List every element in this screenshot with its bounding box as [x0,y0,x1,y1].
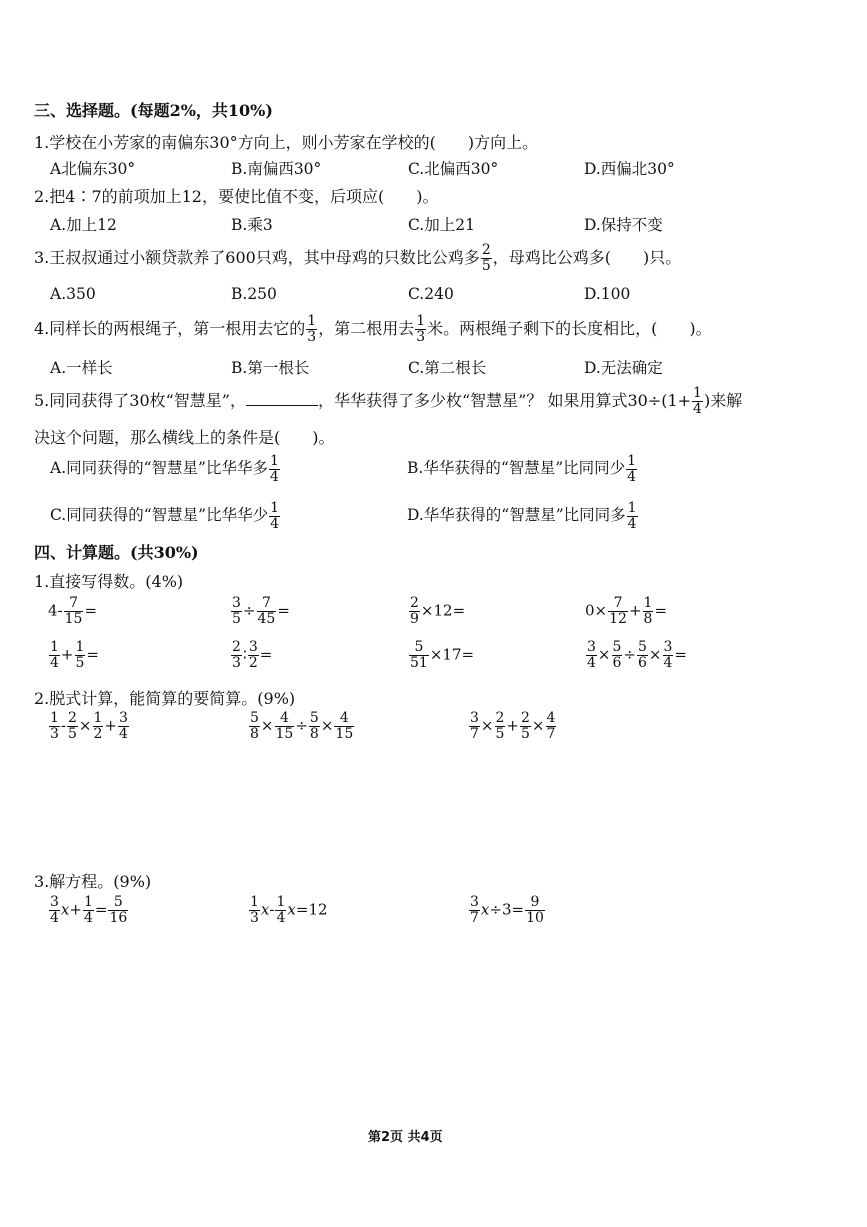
q3-text-a: 3.王叔叔通过小额贷款养了600只鸡，其中母鸡的只数比公鸡多 [34,248,480,267]
q2-option-b: B.乘3 [231,216,273,234]
q5-option-b: B.华华获得的“智慧星”比同同少 $\frac{1}{4}$ [407,452,637,485]
q5-option-c: C.同同获得的“智慧星”比华华少 $\frac{1}{4}$ [50,499,280,532]
equation-1: $\frac{3}{4}$ x+ $\frac{1}{4}$ = $\frac{5}{16}$ [50,894,128,926]
fraction: $\frac{1}{3}$ [416,313,426,345]
calc-2: $\frac{3}{5}$ ÷ $\frac{7}{45}$ = [232,595,290,627]
question-1: 1.学校在小芳家的南偏东30°方向上，则小芳家在学校的( )方向上。 [34,133,539,152]
q5-option-a: A.同同获得的“智慧星”比华华多 $\frac{1}{4}$ [50,452,279,485]
question-5 [34,383,742,419]
question-4 [34,311,712,347]
q3-option-d: D.100 [584,285,631,303]
q5-option-d: D.华华获得的“智慧星”比同同多 $\frac{1}{4}$ [407,499,637,532]
fraction: $\frac{1}{4}$ [627,499,637,532]
q2-option-d: D.保持不变 [584,216,663,234]
q5-text-b: ，华华获得了多少枚“智慧星”？ 如果用算式30÷(1+ [318,391,692,410]
calc-5: $\frac{1}{4}$ + $\frac{1}{5}$ = [50,639,99,671]
q3-option-a: A.350 [50,285,96,303]
fraction: $\frac{1}{4}$ [269,452,279,485]
calc-4: 0× $\frac{7}{12}$ + $\frac{1}{8}$ = [585,595,668,627]
step-calc-2: $\frac{5}{8}$ × $\frac{4}{15}$ ÷ $\frac{5}{8}$ × $\frac{4}{15}$ [250,710,354,742]
q2-option-c: C.加上21 [408,216,475,234]
q1-option-c: C.北偏西30° [408,160,499,178]
calc-8: $\frac{3}{4}$ × $\frac{5}{6}$ ÷ $\frac{5}{6}$ × $\frac{3}{4}$ = [587,639,687,671]
fraction: $\frac{2}{5}$ [481,242,491,274]
step-calc-3: $\frac{3}{7}$ × $\frac{2}{5}$ + $\frac{2}{5}$ × $\frac{4}{7}$ [470,710,556,742]
section-4-title: 四、计算题。(共30%) [34,543,199,562]
step-calc-1: $\frac{1}{3}$ - $\frac{2}{5}$ × $\frac{1}{2}$ + $\frac{3}{4}$ [50,710,128,742]
q4-text-a: 4.同样长的两根绳子，第一根用去它的 [34,319,306,338]
question-5-line-2: 决这个问题，那么横线上的条件是( )。 [34,428,335,447]
fraction: $\frac{1}{4}$ [270,499,280,532]
part-2-title: 2.脱式计算，能简算的要简算。(9%) [34,689,296,708]
fraction: $\frac{1}{3}$ [307,313,317,345]
q4-option-d: D.无法确定 [584,359,663,377]
fraction: $\frac{1}{4}$ [627,452,637,485]
equation-3: $\frac{3}{7}$ x÷3= $\frac{9}{10}$ [470,894,544,926]
page-footer: 第2页 共4页 [368,1130,443,1145]
q3-text-b: ，母鸡比公鸡多( )只。 [492,248,682,267]
q4-option-a: A.一样长 [50,359,113,377]
q1-option-a: A北偏东30° [50,160,136,178]
q5-text-c: )来解 [703,391,743,410]
part-3-title: 3.解方程。(9%) [34,872,152,891]
section-3-title: 三、选择题。(每题2%，共10%) [34,101,273,120]
question-2: 2.把4∶7的前项加上12，要使比值不变，后项应( )。 [34,187,439,206]
question-3 [34,240,681,276]
q1-option-b: B.南偏西30° [231,160,322,178]
equation-2: $\frac{1}{3}$ x- $\frac{1}{4}$ x=12 [250,894,328,926]
calc-7: $\frac{5}{51}$ ×17= [410,639,475,671]
fraction: $\frac{1}{4}$ [693,385,702,417]
q5-text-a: 5.同同获得了30枚“智慧星”， [34,391,246,410]
q4-text-b: ，第二根用去 [318,319,415,338]
calc-1: 4- $\frac{7}{15}$ = [48,595,98,627]
q4-option-b: B.第一根长 [231,359,310,377]
q4-option-c: C.第二根长 [408,359,487,377]
q3-option-b: B.250 [231,285,277,303]
calc-6: $\frac{2}{3}$ ∶ $\frac{3}{2}$ = [232,639,273,671]
q4-text-c: 米。两根绳子剩下的长度相比，( )。 [427,319,712,338]
q3-option-c: C.240 [408,285,454,303]
q2-option-a: A.加上12 [50,216,117,234]
part-1-title: 1.直接写得数。(4%) [34,572,184,591]
calc-3: $\frac{2}{9}$ ×12= [410,595,466,627]
answer-blank [246,391,318,406]
q1-option-d: D.西偏北30° [584,160,675,178]
